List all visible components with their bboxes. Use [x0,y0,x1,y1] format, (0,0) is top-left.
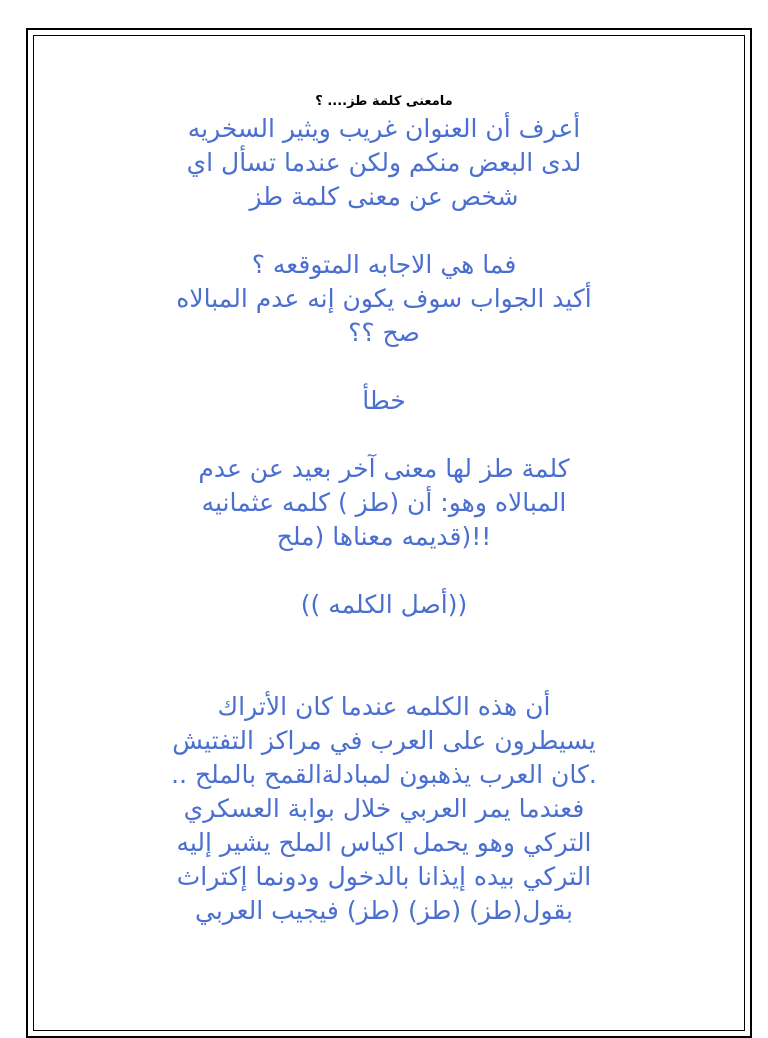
paragraph-meaning [60,452,708,554]
paragraph-line: يسيطرون على العرب في مراكز التفتيش [172,726,596,755]
paragraph-line: .كان العرب يذهبون لمبادلةالقمح بالملح .. [171,760,597,789]
section-heading: ((أصل الكلمه )) [300,590,468,619]
paragraph-line: أعرف أن العنوان غريب ويثير السخريه [187,114,581,143]
spacer [60,554,708,588]
spacer [60,622,708,656]
paragraph-line: بقول(طز) (طز) (طز) فيجيب العربي [194,896,573,925]
paragraph-line: !!(قديمه معناها (ملح [276,522,492,551]
paragraph-wrong [60,384,708,418]
spacer [60,214,708,248]
paragraph-line: لدى البعض منكم ولكن عندما تسأل اي [186,148,582,177]
paragraph-line: خطأ [362,386,406,415]
spacer [60,350,708,384]
paragraph-line: فما هي الاجابه المتوقعه ؟ [251,250,517,279]
paragraph-line: أن هذه الكلمه عندما كان الأتراك [217,692,551,721]
paragraph-line: فعندما يمر العربي خلال بوابة العسكري [183,794,585,823]
spacer [60,418,708,452]
paragraph-question [60,248,708,350]
document-title: مامعنى كلمة طز.... ؟ [315,94,453,109]
paragraph-origin-heading [60,588,708,622]
paragraph-line: التركي وهو يحمل اكياس الملح يشير إليه [176,828,592,857]
paragraph-line: صح ؟؟ [348,318,420,347]
document-body [60,92,708,928]
paragraph-line: التركي بيده إيذانا بالدخول ودونما إكتراث [176,862,592,891]
paragraph-intro [60,112,708,214]
paragraph-story [60,690,708,928]
spacer [60,656,708,690]
paragraph-line: المبالاه وهو: أن (طز ) كلمه عثمانيه [201,488,567,517]
paragraph-line: كلمة طز لها معنى آخر بعيد عن عدم [198,454,570,483]
paragraph-line: أكيد الجواب سوف يكون إنه عدم المبالاه [176,284,592,313]
paragraph-line: شخص عن معنى كلمة طز [249,182,519,211]
